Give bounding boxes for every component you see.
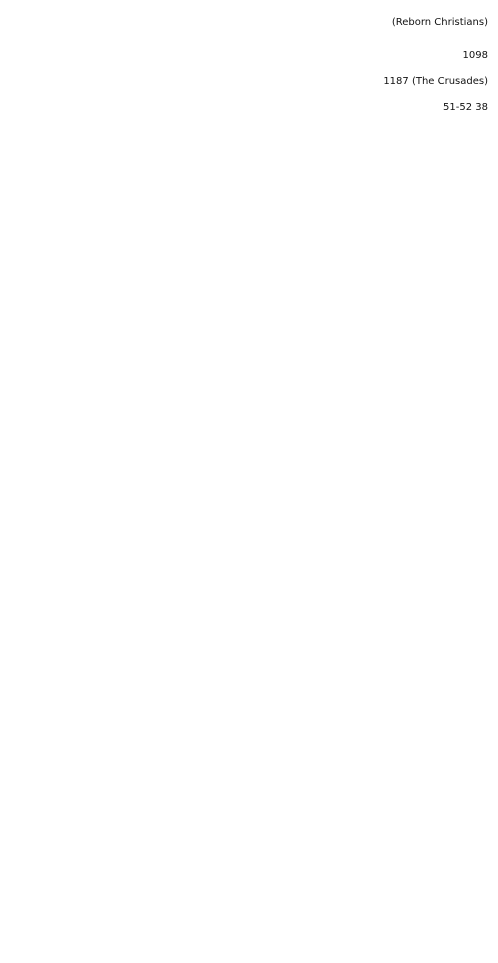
paragraph-saladin-1187: 1187 (The Crusades) [383,76,488,87]
paragraph-reborn-christians: (Reborn Christians) [391,17,488,28]
paragraph-jerusalem-1098: 1098 [462,50,488,61]
article-body [10,6,488,117]
paragraph-closing-quran: 51-52 38 [443,102,488,113]
